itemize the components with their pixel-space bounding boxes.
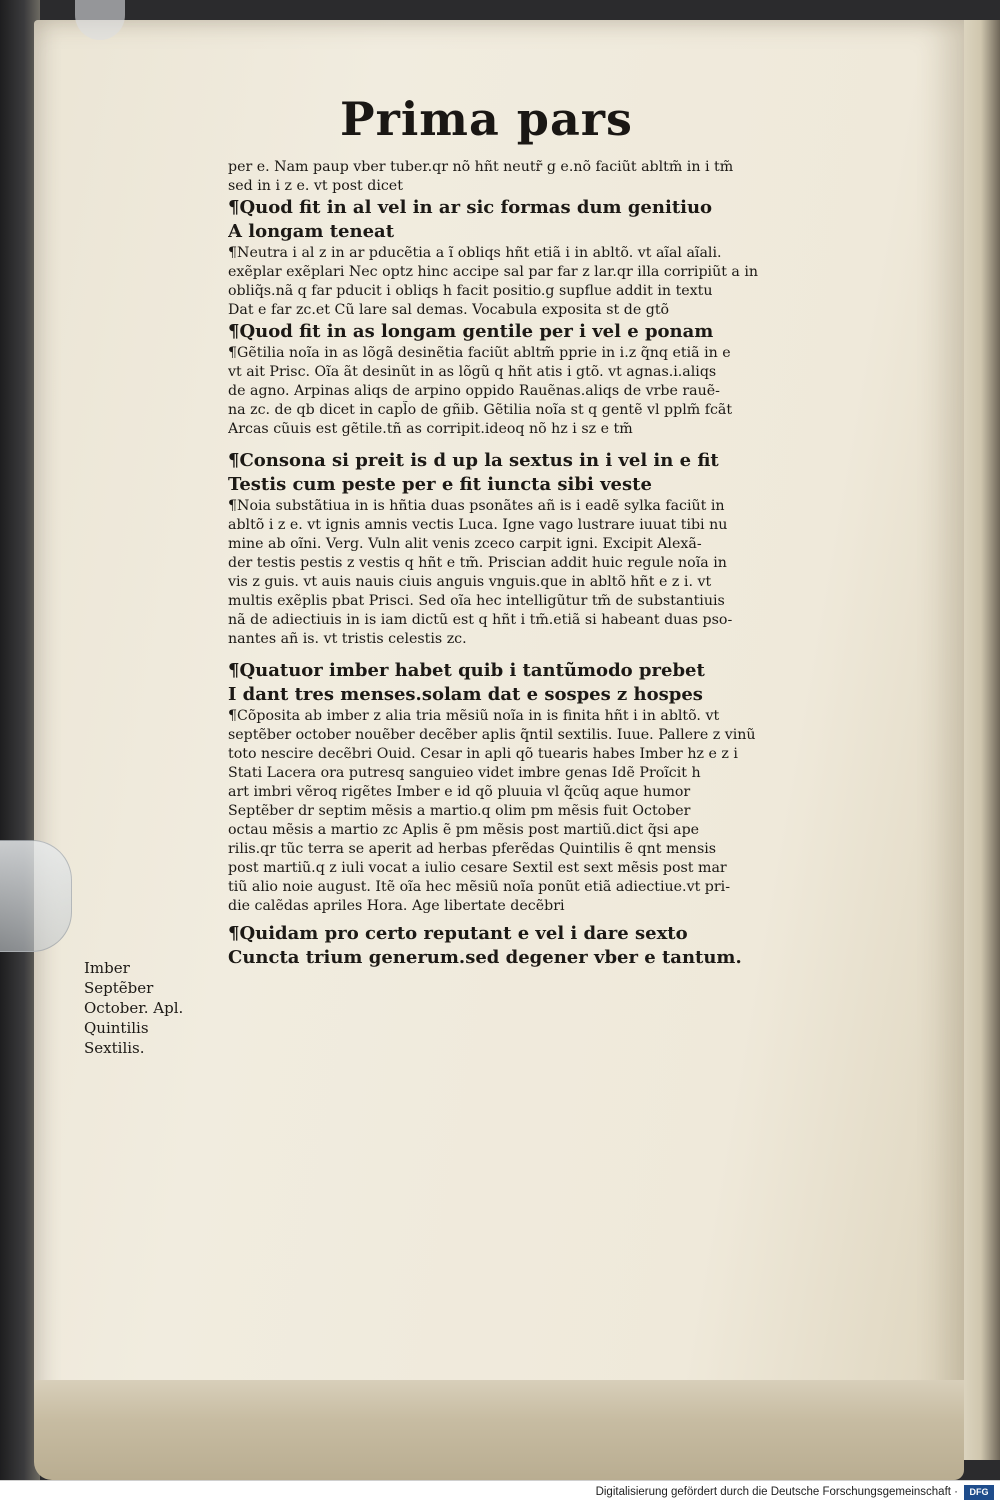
verse-rule-line: Testis cum peste per e fit iuncta sibi veste <box>228 474 652 495</box>
commentary-line: nã de adiectiuis in is iam dictũ est q hñt i tm̃.etiã si habeant duas pso- <box>228 612 733 628</box>
margin-notes <box>84 958 183 1058</box>
funding-credit: Digitalisierung gefördert durch die Deutsche Forschungsgemeinschaft · <box>595 1486 958 1498</box>
commentary-line: obliq̃s.nã q far pducit i obliqs h facit positio.g supflue addit in textu <box>228 283 713 299</box>
margin-note: Quintilis <box>84 1019 149 1037</box>
commentary-line: per e. Nam paup vber tuber.qr nõ hñt neutr̃ g e.nõ faciũt abltm̃ in i tm̃ <box>228 159 734 175</box>
margin-note: Septẽber <box>84 979 154 997</box>
commentary-line: septẽber october nouẽber decẽber aplis q̃ntil sextilis. Iuue. Pallere z vinũ <box>228 727 756 743</box>
commentary-line: mine ab oĩni. Verg. Vuln alit venis zceco carpit igni. Excipit Alexã- <box>228 536 702 552</box>
footer-bar <box>0 1480 1000 1505</box>
commentary-line: exẽplar exẽplari Nec optz hinc accipe sal par far z lar.qr illa corripiũt a in <box>228 264 759 280</box>
verse-rule-line: ¶Consona si preit is d up la sextus in i vel in e fit <box>228 450 719 471</box>
commentary-line: multis exẽplis pbat Prisci. Sed oĩa hec intelligũtur tm̃ de substantiuis <box>228 593 725 609</box>
commentary-line: octau mẽsis a martio zc Aplis ẽ pm mẽsis post martiũ.dict q̃si ape <box>228 822 700 838</box>
commentary-line: de agno. Arpinas aliqs de arpino oppido Rauẽnas.aliqs de vrbe rauẽ- <box>228 383 720 399</box>
commentary-line: sed in i z e. vt post dicet <box>228 178 403 194</box>
verse-rule-line: ¶Quod fit in al vel in ar sic formas dum genitiuo <box>228 197 713 218</box>
line-gap <box>228 439 868 449</box>
glass-clip <box>0 840 72 952</box>
commentary-line: die calẽdas apriles Hora. Age libertate decẽbri <box>228 898 565 914</box>
commentary-line: der testis pestis z vestis q hñt e tm̃. Priscian addit huic regule noĩa in <box>228 555 727 571</box>
commentary-line: art imbri vẽroq rigẽtes Imber e id qõ pluuia vl q̃cũq aque humor <box>228 784 691 800</box>
verse-rule-line: ¶Quod fit in as longam gentile per i vel e ponam <box>228 321 714 342</box>
commentary-line: toto nescire decẽbri Ouid. Cesar in apli qõ tuearis habes Imber hz e z i <box>228 746 738 762</box>
margin-note: Imber <box>84 959 130 977</box>
commentary-line: post martiũ.q z iuli vocat a iulio cesare Sextil est sext mẽsis post mar <box>228 860 727 876</box>
commentary-line: Dat e far zc.et Cũ lare sal demas. Vocabula exposita st de gtõ <box>228 302 670 318</box>
margin-note: Sextilis. <box>84 1039 145 1057</box>
commentary-line: abltõ i z e. vt ignis amnis vectis Luca. Igne vago lustrare iuuat tibi nu <box>228 517 728 533</box>
verse-rule-line: I dant tres menses.solam dat e sospes z hospes <box>228 684 703 705</box>
commentary-line: ¶Gẽtilia noĩa in as lõgã desinẽtia faciũt abltm̃ pprie in i.z q̃nq etiã in e <box>228 345 731 361</box>
commentary-line: Septẽber dr septim mẽsis a martio.q olim pm mẽsis fuit October <box>228 803 691 819</box>
commentary-line: ¶Neutra i al z in ar pducẽtia a ĩ obliqs hñt etiã i in abltõ. vt aĩal aĩali. <box>228 245 722 261</box>
verse-rule-line: ¶Quatuor imber habet quib i tantũmodo prebet <box>228 660 705 681</box>
dfg-logo[interactable]: DFG <box>964 1485 994 1500</box>
page-bottom-edge <box>34 1380 964 1480</box>
commentary-line: na zc. de qb dicet in capl̃o de gñib. Gẽtilia noĩa st q gentẽ vl pplm̃ fcãt <box>228 402 733 418</box>
commentary-line: Stati Lacera ora putresq sanguieo videt imbre genas Idẽ Proĩcit h <box>228 765 701 781</box>
commentary-line: Arcas cũuis est gẽtile.tñ as corripit.ideoq nõ hz i sz e tm̃ <box>228 421 633 437</box>
commentary-line: ¶Noia substãtiua in is hñtia duas psonãtes añ is i eadẽ sylka faciũt in <box>228 498 725 514</box>
verse-rule-line: Cuncta trium generum.sed degener vber e tantum. <box>228 947 742 968</box>
commentary-line: vis z guis. vt auis nauis ciuis anguis vnguis.que in abltõ hñt e z i. vt <box>228 574 712 590</box>
line-gap <box>228 649 868 659</box>
commentary-line: vt ait Prisc. Oĩa ãt desinũt in as lõgũ q hñt atis i gtõ. vt agnas.i.aliqs <box>228 364 717 380</box>
commentary-line: rilis.qr tũc terra se aperit ad herbas pferẽdas Quintilis ẽ qnt mensis <box>228 841 717 857</box>
verse-rule-line: A longam teneat <box>228 221 395 242</box>
margin-note: October. Apl. <box>84 999 184 1017</box>
verse-rule-line: ¶Quidam pro certo reputant e vel i dare sexto <box>228 923 688 944</box>
commentary-line: ¶Cõposita ab imber z alia tria mẽsiũ noĩa in is finita hñt i in abltõ. vt <box>228 708 720 724</box>
body-text <box>228 158 868 970</box>
page-heading: Prima pars <box>340 92 633 146</box>
commentary-line: nantes añ is. vt tristis celestis zc. <box>228 631 467 647</box>
commentary-line: tiũ alio noie august. Itẽ oĩa hec mẽsiũ noĩa ponũt etiã adiectiue.vt pri- <box>228 879 730 895</box>
